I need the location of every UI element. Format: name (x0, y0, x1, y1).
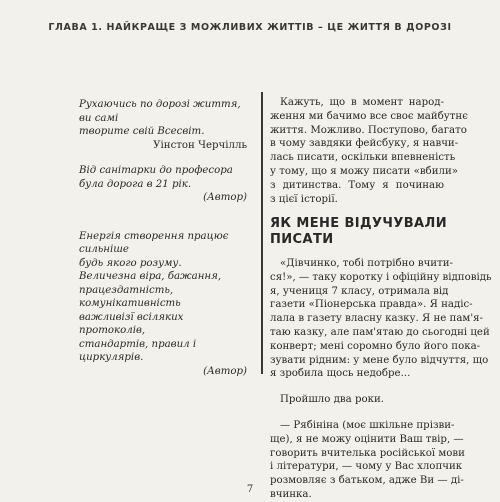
text-line: життя. Можливо. Поступово, багато (270, 124, 467, 136)
text-line: з цієї історії. (270, 193, 338, 205)
epigraph-line: працездатність, комунікативність (79, 284, 181, 309)
text-line: з дитинства. Тому я починаю (270, 179, 444, 191)
text-line: ся!», — таку коротку і офіційну відповідь (270, 271, 492, 283)
epigraph-line: будь якого розуму. (79, 257, 182, 269)
text-line: лась писати, оскільки впевненість (270, 152, 456, 164)
epigraph-column (79, 98, 247, 378)
text-line: ще), я не можу оцінити Ваш твір, — (270, 433, 464, 445)
text-line: і літератури, — чому у Вас хлопчик (270, 461, 463, 473)
section-heading-line: ЯК МЕНЕ ВІДУЧУВАЛИ (270, 216, 447, 231)
text-line: я зробила щось недобре... (270, 368, 411, 380)
text-line: Кажуть, що в момент народ- (280, 97, 444, 108)
text-line: лала в газету власну казку. Я не пам'я- (270, 313, 483, 325)
body-paragraph (270, 257, 492, 381)
text-line: я, учениця 7 класу, отримала від (270, 285, 449, 297)
epigraph-churchill (79, 98, 247, 152)
text-line: ження ми бачимо все своє майбутнє (270, 110, 468, 122)
text-line: Пройшло два роки. (280, 394, 385, 406)
text-line: в чому завдяки фейсбуку, я навчи- (270, 138, 459, 150)
text-line: у тому, що я можу писати «вбили» (270, 165, 458, 177)
epigraph-line: була дорога в 21 рік. (79, 178, 192, 190)
text-line: таю казку, але пам'ятаю до сьогодні цей (270, 326, 490, 338)
text-line: «Дівчинко, тобі потрібно вчити- (280, 258, 453, 269)
column-divider (261, 92, 263, 374)
epigraph-line: творите свій Всесвіт. (79, 126, 205, 137)
section-body (270, 257, 492, 502)
text-line: газети «Піонерська правда». Я надіс- (270, 299, 473, 311)
epigraph-line: стандартів, правил і циркулярів. (79, 338, 197, 363)
page-number: 7 (246, 484, 254, 495)
epigraph-author: (Автор) (203, 365, 247, 377)
chapter-title: НАЙКРАЩЕ З МОЖЛИВИХ ЖИТТІВ – ЦЕ ЖИТТЯ В ДОРОЗІ (106, 22, 452, 33)
epigraph-author-1 (79, 164, 247, 205)
text-line: — Рябініна (моє шкільне прізви- (280, 419, 455, 431)
chapter-label: ГЛАВА 1. (48, 22, 103, 33)
text-line: конверт; мені соромно було його пока- (270, 340, 481, 352)
epigraph-line: Від санітарки до професора (79, 165, 233, 176)
epigraph-author-2 (79, 230, 247, 379)
epigraph-line: Енергія створення працює сильніше (79, 230, 229, 255)
epigraph-line: Рухаючись по дорозі життя, ви самі (79, 99, 241, 124)
text-line: говорить вчителька російської мови (270, 447, 465, 459)
text-line: зувати рідним: у мене було відчуття, що (270, 354, 489, 366)
intro-paragraph (270, 96, 468, 206)
text-line: розмовляє з батьком, адже Ви — ді- (270, 475, 464, 487)
epigraph-line: важливізї всіляких протоколів, (79, 311, 184, 336)
text-line: вчинка. (270, 488, 312, 500)
body-paragraph (270, 393, 444, 407)
section-heading-line: ПИСАТИ (270, 231, 334, 247)
running-head (0, 22, 500, 33)
epigraph-line: Величезна віра, бажання, (79, 271, 222, 282)
section-heading (270, 216, 450, 247)
epigraph-author: (Автор) (203, 192, 247, 203)
epigraph-author: Уінстон Черчілль (153, 139, 247, 151)
